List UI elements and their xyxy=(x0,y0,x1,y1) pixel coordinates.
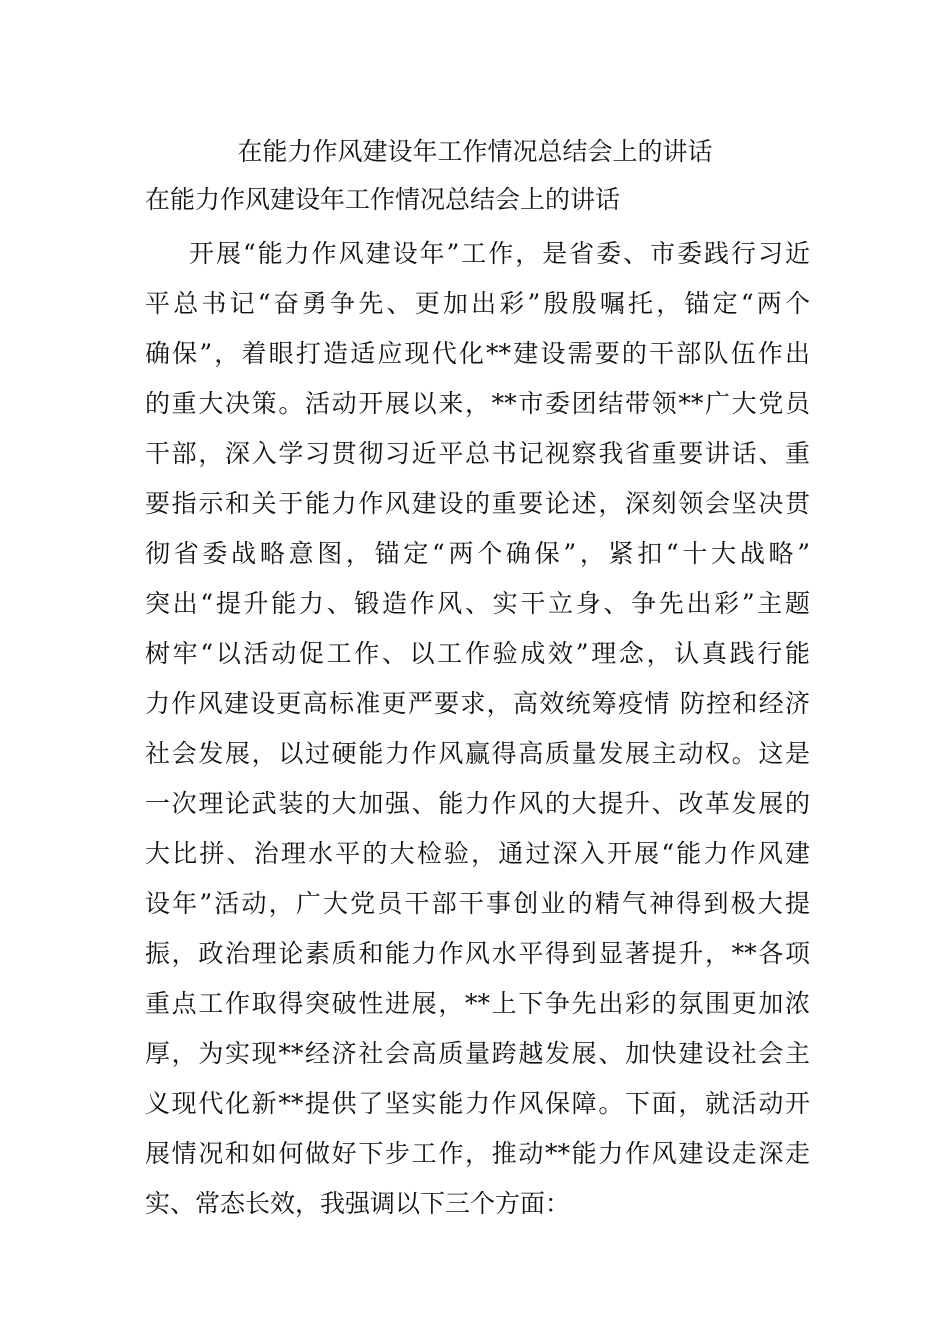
paragraph-line: 展情况和如何做好下步工作，推动**能力作风建设走深走 xyxy=(145,1139,810,1168)
paragraph-line: 振，政治理论素质和能力作风水平得到显著提升，**各项 xyxy=(145,939,810,968)
paragraph-line: 实、常态长效，我强调以下三个方面： xyxy=(145,1189,571,1218)
paragraph-line: 干部，深入学习贯彻习近平总书记视察我省重要讲话、重 xyxy=(145,439,810,468)
paragraph-line: 一次理论武装的大加强、能力作风的大提升、改革发展的 xyxy=(145,789,810,818)
paragraph-line: 要指示和关于能力作风建设的重要论述，深刻领会坚决贯 xyxy=(145,489,810,518)
paragraph-line: 确保”，着眼打造适应现代化**建设需要的干部队伍作出 xyxy=(145,339,810,368)
paragraph-line: 平总书记“奋勇争先、更加出彩”殷殷嘱托，锚定“两个 xyxy=(145,289,810,318)
paragraph-line: 大比拼、治理水平的大检验，通过深入开展“能力作风建 xyxy=(145,839,810,868)
paragraph-line: 树牢“以活动促工作、以工作验成效”理念，认真践行能 xyxy=(145,639,810,668)
paragraph-line: 重点工作取得突破性进展，**上下争先出彩的氛围更加浓 xyxy=(145,989,810,1018)
paragraph-line: 厚，为实现**经济社会高质量跨越发展、加快建设社会主 xyxy=(145,1039,810,1068)
paragraph-line: 义现代化新**提供了坚实能力作风保障。下面，就活动开 xyxy=(145,1089,810,1118)
paragraph-line: 突出“提升能力、锻造作风、实干立身、争先出彩”主题 xyxy=(145,589,810,618)
paragraph-line: 开展“能力作风建设年”工作，是省委、市委践行习近 xyxy=(189,239,810,268)
paragraph-line: 的重大决策。活动开展以来，**市委团结带领**广大党员 xyxy=(145,389,810,418)
document-title-centered: 在能力作风建设年工作情况总结会上的讲话 xyxy=(237,137,713,166)
document-title-left: 在能力作风建设年工作情况总结会上的讲话 xyxy=(145,185,621,214)
body-paragraph xyxy=(145,229,810,1229)
paragraph-line: 社会发展，以过硬能力作风赢得高质量发展主动权。这是 xyxy=(145,739,810,768)
paragraph-line: 设年”活动，广大党员干部干事创业的精气神得到极大提 xyxy=(145,889,810,918)
paragraph-line: 彻省委战略意图，锚定“两个确保”，紧扣“十大战略” xyxy=(145,539,810,568)
paragraph-line: 力作风建设更高标准更严要求，高效统筹疫情 防控和经济 xyxy=(145,689,810,718)
